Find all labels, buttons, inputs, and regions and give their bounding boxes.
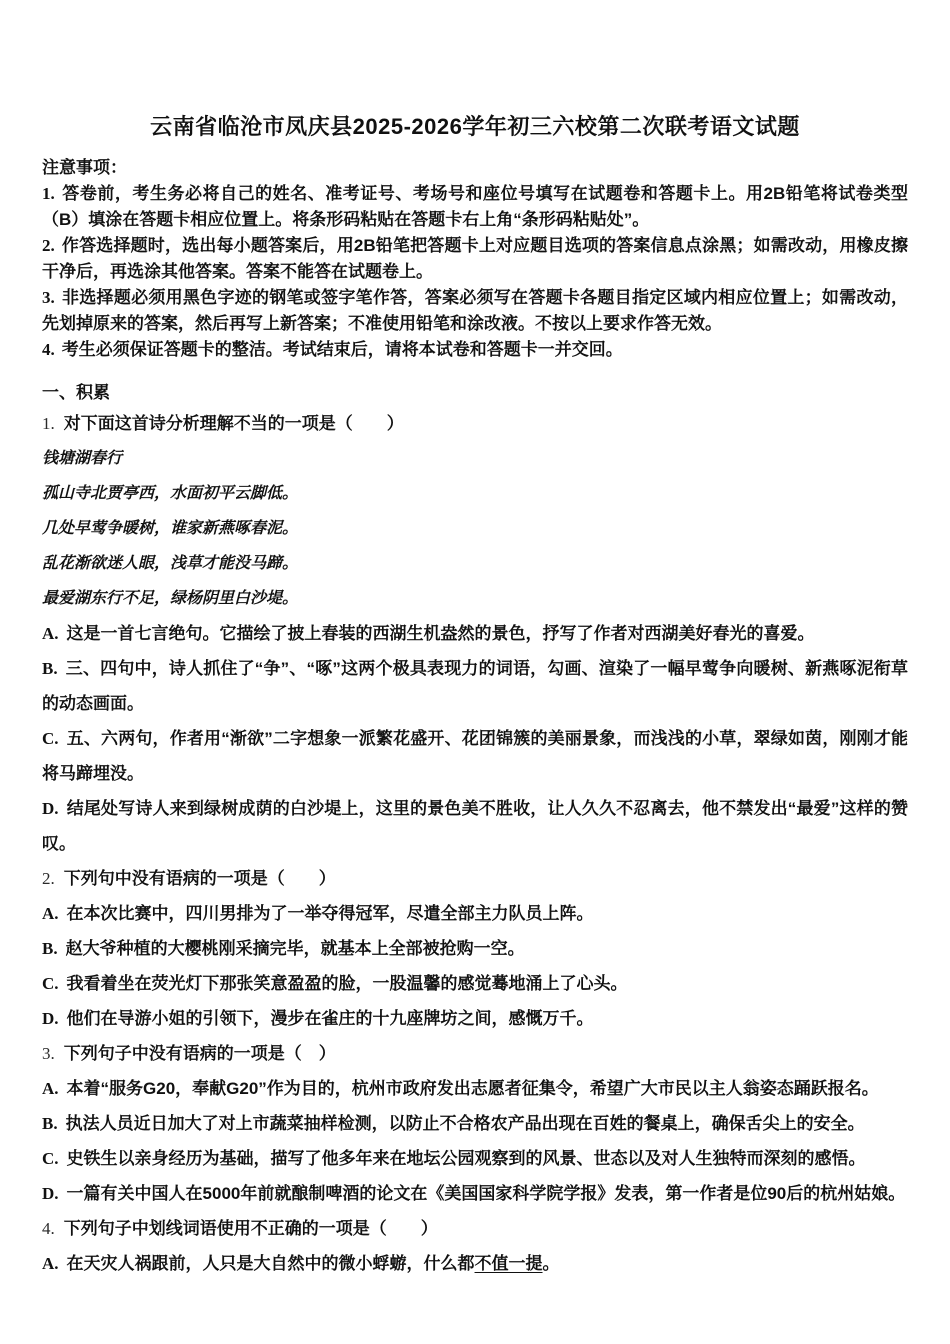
poem-line-4: 最爱湖东行不足，绿杨阴里白沙堤。	[42, 590, 299, 607]
notice-text: 考生必须保证答题卡的整洁。考试结束后，请将本试卷和答题卡一并交回。	[61, 340, 623, 359]
question-2-option-c	[42, 966, 908, 1001]
question-stem-text: 下列句子中没有语病的一项是（ ）	[63, 1044, 336, 1063]
option-text: 三、四句中，诗人抓住了“争”、“啄”这两个极具表现力的词语，勾画、渲染了一幅早莺争向暖树、新燕啄泥衔草的动态画面。	[42, 659, 908, 713]
poem-title: 钱塘湖春行	[42, 450, 123, 467]
question-stem-text: 下列句中没有语病的一项是（ ）	[63, 869, 336, 888]
option-letter: D.	[42, 799, 59, 818]
notice-number: 4.	[42, 340, 55, 359]
poem-line-3: 乱花渐欲迷人眼，浅草才能没马蹄。	[42, 555, 299, 572]
option-text-post: 。	[542, 1254, 560, 1273]
notice-item-1	[42, 181, 908, 233]
question-1-option-b	[42, 651, 908, 721]
option-letter: A.	[42, 1079, 59, 1098]
option-text: 本着“服务G20，奉献G20”作为目的，杭州市政府发出志愿者征集令，希望广大市民以主人翁姿态踊跃报名。	[66, 1079, 879, 1098]
notice-item-3	[42, 285, 908, 337]
question-4-option-a	[42, 1246, 908, 1281]
question-1-option-d	[42, 791, 908, 861]
option-letter: C.	[42, 974, 59, 993]
option-text: 赵大爷种植的大樱桃刚采摘完毕，就基本上全部被抢购一空。	[65, 939, 525, 958]
option-text: 他们在导游小姐的引领下，漫步在雀庄的十九座牌坊之间，感慨万千。	[66, 1009, 594, 1028]
question-4	[42, 1211, 908, 1281]
notice-item-4	[42, 337, 908, 363]
option-text: 执法人员近日加大了对上市蔬菜抽样检测，以防止不合格农产品出现在百姓的餐桌上，确保舌尖上的安全。	[65, 1114, 865, 1133]
section-heading: 一、积累	[42, 383, 110, 402]
notices-section	[42, 155, 908, 363]
question-number: 1.	[42, 414, 55, 433]
notices-heading: 注意事项：	[42, 158, 127, 177]
question-3-option-c	[42, 1141, 908, 1176]
option-letter: C.	[42, 729, 59, 748]
question-3-option-b	[42, 1106, 908, 1141]
option-text: 结尾处写诗人来到绿树成荫的白沙堤上，这里的景色美不胜收，让人久久不忍离去，他不禁发出“最爱”这样的赞叹。	[42, 799, 908, 853]
question-1	[42, 406, 908, 861]
question-stem-text: 下列句子中划线词语使用不正确的一项是（ ）	[63, 1219, 438, 1238]
question-3-option-d	[42, 1176, 908, 1211]
option-letter: A.	[42, 624, 59, 643]
option-letter: D.	[42, 1009, 59, 1028]
notice-text: 答卷前，考生务必将自己的姓名、准考证号、考场号和座位号填写在试题卷和答题卡上。用2B铅笔将试卷类型（B）填涂在答题卡相应位置上。将条形码粘贴在答题卡右上角“条形码粘贴处”。	[42, 184, 908, 229]
questions-section	[42, 380, 908, 1281]
option-text: 这是一首七言绝句。它描绘了披上春装的西湖生机盎然的景色，抒写了作者对西湖美好春光的喜爱。	[66, 624, 815, 643]
question-1-option-a	[42, 616, 908, 651]
option-letter: A.	[42, 904, 59, 923]
option-letter: C.	[42, 1149, 59, 1168]
notice-text: 作答选择题时，选出每小题答案后，用2B铅笔把答题卡上对应题目选项的答案信息点涂黑；如需改动，用橡皮擦干净后，再选涂其他答案。答案不能答在试题卷上。	[42, 236, 908, 281]
question-1-option-c	[42, 721, 908, 791]
notice-number: 1.	[42, 184, 55, 203]
question-4-stem	[42, 1211, 908, 1246]
notice-item-2	[42, 233, 908, 285]
question-stem-text: 对下面这首诗分析理解不当的一项是（ ）	[63, 414, 404, 433]
poem-line-2: 几处早莺争暖树，谁家新燕啄春泥。	[42, 520, 299, 537]
option-letter: B.	[42, 939, 58, 958]
page-title: 云南省临沧市凤庆县2025-2026学年初三六校第二次联考语文试题	[150, 114, 800, 139]
option-text: 在本次比赛中，四川男排为了一举夺得冠军，尽遣全部主力队员上阵。	[66, 904, 594, 923]
poem-line-1: 孤山寺北贾亭西，水面初平云脚低。	[42, 485, 299, 502]
question-2-stem	[42, 861, 908, 896]
question-1-stem	[42, 406, 908, 441]
question-2-option-a	[42, 896, 908, 931]
notice-number: 3.	[42, 288, 55, 307]
option-letter: A.	[42, 1254, 59, 1273]
question-2-option-b	[42, 931, 908, 966]
option-letter: B.	[42, 659, 58, 678]
question-2	[42, 861, 908, 1036]
question-number: 3.	[42, 1044, 55, 1063]
notice-text: 非选择题必须用黑色字迹的钢笔或签字笔作答，答案必须写在答题卡各题目指定区域内相应位置上；如需改动，先划掉原来的答案，然后再写上新答案；不准使用铅笔和涂改液。不按以上要求作答无效。	[42, 288, 908, 333]
option-text: 五、六两句，作者用“渐欲”二字想象一派繁花盛开、花团锦簇的美丽景象，而浅浅的小草，翠绿如茵，刚刚才能将马蹄埋没。	[42, 729, 908, 783]
option-text-underlined: 不值一提	[474, 1254, 543, 1273]
option-text: 一篇有关中国人在5000年前就酿制啤酒的论文在《美国国家科学院学报》发表，第一作者是位90后的杭州姑娘。	[66, 1184, 906, 1203]
question-3	[42, 1036, 908, 1211]
question-3-stem	[42, 1036, 908, 1071]
option-text-pre: 在天灾人祸跟前，人只是大自然中的微小蜉蝣，什么都	[66, 1254, 475, 1273]
question-number: 2.	[42, 869, 55, 888]
question-number: 4.	[42, 1219, 55, 1238]
notice-number: 2.	[42, 236, 55, 255]
option-letter: B.	[42, 1114, 58, 1133]
question-2-option-d	[42, 1001, 908, 1036]
question-3-option-a	[42, 1071, 908, 1106]
option-letter: D.	[42, 1184, 59, 1203]
option-text: 史铁生以亲身经历为基础，描写了他多年来在地坛公园观察到的风景、世态以及对人生独特而深刻的感悟。	[66, 1149, 866, 1168]
option-text: 我看着坐在荧光灯下那张笑意盈盈的脸，一股温馨的感觉蓦地涌上了心头。	[66, 974, 628, 993]
